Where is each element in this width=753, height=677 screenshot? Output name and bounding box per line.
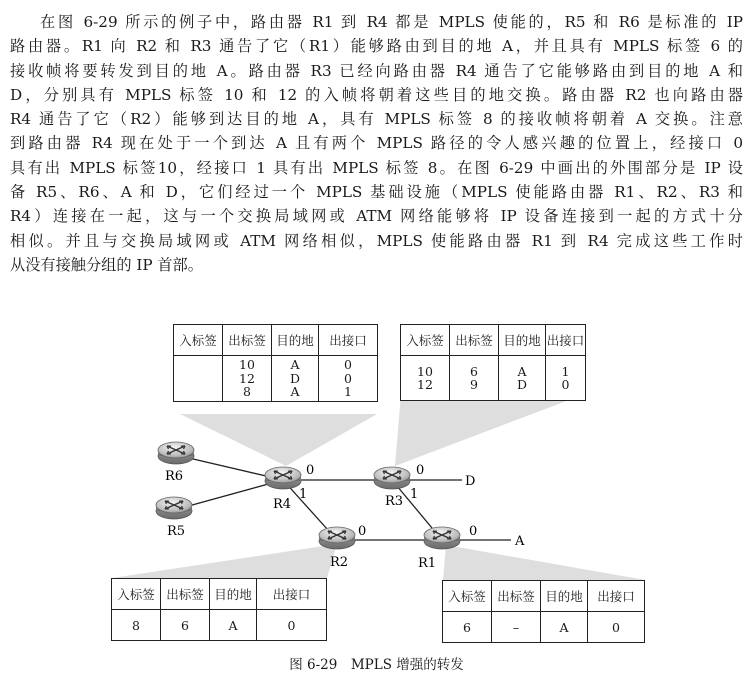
value: A bbox=[290, 357, 300, 372]
value: 6 bbox=[470, 363, 478, 379]
header-out-label: 出标签 bbox=[161, 579, 210, 610]
header-out-interface: 出接口 bbox=[588, 581, 645, 612]
r2-table-callout bbox=[112, 544, 337, 578]
cell-destination bbox=[272, 356, 319, 402]
cell-out-label: 6 bbox=[161, 610, 210, 641]
r3-table-callout bbox=[395, 394, 585, 466]
router-r1-label: R1 bbox=[418, 556, 437, 571]
value: 0 bbox=[561, 377, 570, 392]
value: 1 bbox=[344, 384, 352, 399]
cell-destination: A bbox=[210, 610, 257, 641]
cell-out-interface: 0 bbox=[588, 612, 645, 643]
cell-destination: A bbox=[541, 612, 588, 643]
cell-in-label: 6 bbox=[443, 612, 492, 643]
cell-out-label bbox=[450, 356, 499, 401]
value: D bbox=[289, 370, 301, 386]
cell-out-interface: 0 bbox=[257, 610, 327, 641]
paragraph-line: R4）连接在一起，这与一个交换局域网或 ATM 网络能够将 IP 设备连接到一起的方式十分 bbox=[10, 207, 743, 226]
header-out-interface: 出接口 bbox=[319, 325, 378, 356]
value: 0 bbox=[344, 357, 352, 372]
header-in-label: 入标签 bbox=[174, 325, 223, 356]
r4-forwarding-table bbox=[173, 324, 378, 402]
figure-caption: 图 6-29 MPLS 增强的转发 bbox=[289, 657, 464, 673]
value: D bbox=[516, 377, 528, 392]
router-r2-icon bbox=[319, 527, 355, 549]
value: A bbox=[517, 363, 527, 379]
router-r3-icon bbox=[374, 467, 410, 489]
value: 1 bbox=[561, 363, 570, 379]
router-r6-icon bbox=[158, 442, 194, 464]
paragraph-line: 路由器。R1 向 R2 和 R3 通告了它（R1）能够路由到目的地 A，并且具有 MPLS 标签 6 的 bbox=[10, 37, 743, 56]
r1-forwarding-table bbox=[442, 580, 645, 643]
router-r5-icon bbox=[156, 497, 192, 519]
value: 8 bbox=[243, 384, 251, 399]
header-destination: 目的地 bbox=[272, 325, 319, 356]
value: 0 bbox=[344, 370, 352, 386]
router-r6-label: R6 bbox=[165, 469, 184, 484]
cell-in-label bbox=[401, 356, 450, 401]
router-r3-label: R3 bbox=[385, 494, 404, 509]
paragraph-line: 接收帧将要转发到目的地 A。路由器 R3 已经向路由器 R4 通告了它能够路由到目的地 A 和 bbox=[10, 61, 743, 80]
port-r4-to-r3: 0 bbox=[306, 463, 315, 478]
cell-in-label: 8 bbox=[112, 610, 161, 641]
cell-in-label bbox=[174, 356, 223, 402]
header-out-interface: 出接口 bbox=[546, 325, 586, 356]
value: 9 bbox=[470, 377, 478, 392]
value: A bbox=[290, 384, 300, 399]
header-in-label: 入标签 bbox=[401, 325, 450, 356]
port-r4-to-r2: 1 bbox=[299, 487, 308, 502]
router-r4-icon bbox=[265, 467, 301, 489]
paragraph-line: D，分别具有 MPLS 标签 10 和 12 的入帧将朝着这些目的地交换。路由器 R2 也向路由器 bbox=[10, 85, 743, 104]
header-out-label: 出标签 bbox=[492, 581, 541, 612]
paragraph-line: 从没有接触分组的 IP 首部。 bbox=[10, 255, 203, 274]
destination-d-label: D bbox=[465, 474, 476, 489]
router-r4-label: R4 bbox=[273, 497, 292, 512]
paragraph-line: 备 R5、R6、A 和 D，它们经过一个 MPLS 基础设施（MPLS 使能路由器 R1、R2、R3 和 bbox=[10, 183, 743, 202]
r3-forwarding-table bbox=[400, 324, 586, 401]
header-in-label: 入标签 bbox=[112, 579, 161, 610]
port-r3-to-d: 0 bbox=[416, 463, 425, 478]
port-r3-to-r1: 1 bbox=[410, 487, 419, 502]
router-r1-icon bbox=[424, 527, 460, 549]
port-r1-to-a: 0 bbox=[469, 524, 478, 539]
cell-out-label: – bbox=[492, 612, 541, 643]
port-r2-to-r1: 0 bbox=[358, 524, 367, 539]
value: 10 bbox=[417, 363, 433, 379]
cell-out-interface bbox=[546, 356, 586, 401]
value: 10 bbox=[239, 357, 255, 372]
header-destination: 目的地 bbox=[499, 325, 546, 356]
r2-forwarding-table bbox=[111, 578, 327, 641]
header-out-label: 出标签 bbox=[450, 325, 499, 356]
paragraph-line: 具有出 MPLS 标签10，经接口 1 具有出 MPLS 标签 8。在图 6-29 中画出的外围部分是 IP 设 bbox=[10, 158, 743, 177]
header-destination: 目的地 bbox=[541, 581, 588, 612]
router-r5-label: R5 bbox=[167, 524, 186, 539]
header-in-label: 入标签 bbox=[443, 581, 492, 612]
router-r2-label: R2 bbox=[330, 555, 349, 570]
paragraph-line: 在图 6-29 所示的例子中，路由器 R1 到 R4 都是 MPLS 使能的，R5 和 R6 是标准的 IP bbox=[40, 13, 743, 31]
cell-out-label bbox=[223, 356, 272, 402]
destination-a-label: A bbox=[515, 534, 525, 549]
paragraph-line: 到路由器 R4 现在处于一个到达 A 且有两个 MPLS 路径的令人感兴趣的位置上，经接口 0 bbox=[10, 134, 743, 153]
cell-destination bbox=[499, 356, 546, 401]
header-out-label: 出标签 bbox=[223, 325, 272, 356]
value: 12 bbox=[417, 377, 433, 392]
value: 12 bbox=[239, 370, 255, 386]
r4-table-callout bbox=[180, 414, 377, 466]
paragraph-line: 相似。并且与交换局域网或 ATM 网络相似，MPLS 使能路由器 R1 到 R4 完成这些工作时 bbox=[10, 231, 743, 250]
cell-out-interface bbox=[319, 356, 378, 402]
header-out-interface: 出接口 bbox=[257, 579, 327, 610]
paragraph-line: R4 通告了它（R2）能够到达目的地 A，具有 MPLS 标签 8 的接收帧将朝着 A 交换。注意 bbox=[10, 110, 743, 129]
r1-table-callout bbox=[443, 545, 645, 580]
header-destination: 目的地 bbox=[210, 579, 257, 610]
